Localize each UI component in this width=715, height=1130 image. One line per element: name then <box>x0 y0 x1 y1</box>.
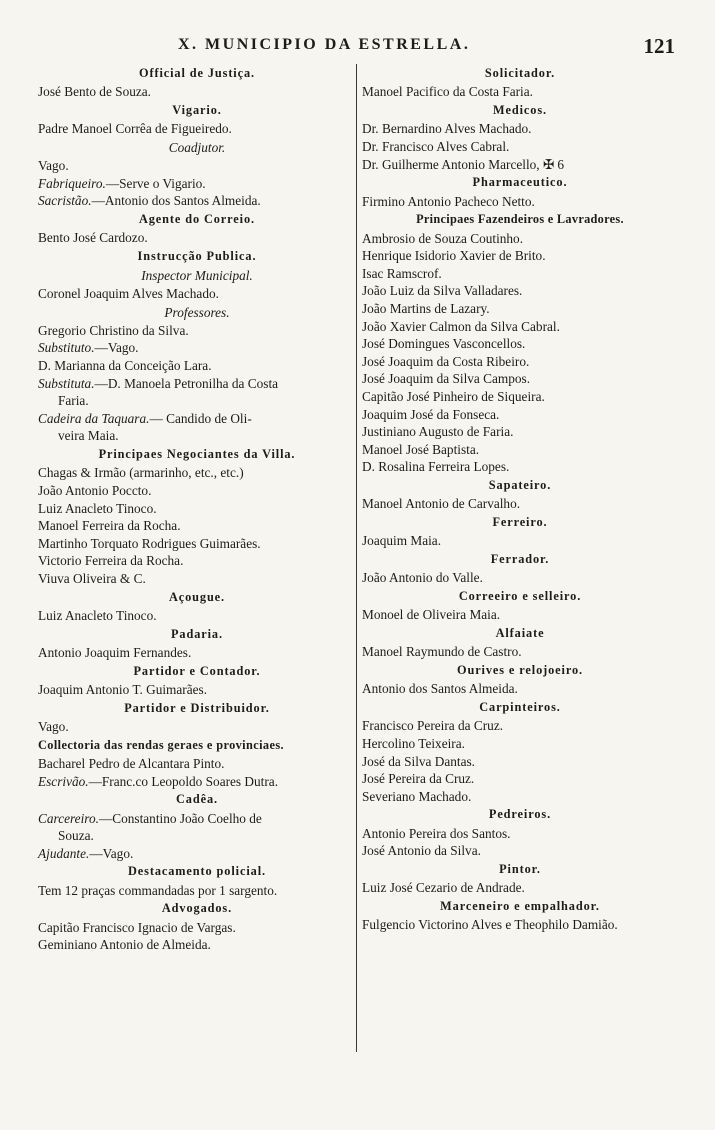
entry-text: —Serve o Vigario. <box>105 175 206 191</box>
entry-label: Ajudante. <box>38 845 90 861</box>
subsection-heading: Professores. <box>164 304 230 320</box>
entry: Hercolino Teixeira. <box>362 735 465 751</box>
entry: Joaquim Antonio T. Guimarães. <box>38 681 208 697</box>
entry-label: Substituto. <box>38 340 95 356</box>
entry <box>38 410 356 428</box>
entry-label: Cadeira da Taquara. <box>38 410 150 426</box>
entry: José da Silva Dantas. <box>362 753 476 769</box>
entry <box>38 845 356 863</box>
subsection-heading: Inspector Municipal. <box>141 268 253 284</box>
entry: Antonio Joaquim Fernandes. <box>38 644 192 660</box>
entry: Manoel Antonio de Carvalho. <box>362 496 521 512</box>
section-heading: Pintor. <box>499 861 541 876</box>
entry: Dr. Francisco Alves Cabral. <box>362 139 510 154</box>
entry: Dr. Guilherme Antonio Marcello, ✠ 6 <box>362 156 565 172</box>
right-column <box>362 64 678 934</box>
entry: Coronel Joaquim Alves Machado. <box>38 286 219 302</box>
entry-label: Carcereiro. <box>38 810 99 826</box>
entry: Gregorio Christino da Silva. <box>38 322 189 338</box>
entry: João Antonio do Valle. <box>362 570 483 586</box>
entry <box>38 773 356 791</box>
section-heading: Destacamento policial. <box>128 864 266 879</box>
entry: D. Marianna da Conceição Lara. <box>38 357 212 373</box>
entry: José Domingues Vasconcellos. <box>362 336 526 352</box>
entry: Joaquim Maia. <box>362 533 442 549</box>
entry: Bento José Cardozo. <box>38 230 148 246</box>
entry <box>38 375 356 393</box>
section-heading: Collectoria das rendas geraes e provinciaes. <box>38 737 284 752</box>
entry: Isac Ramscrof. <box>362 265 442 281</box>
section-heading: Alfaiate <box>495 625 545 640</box>
entry: José Antonio da Silva. <box>362 843 481 859</box>
entry: João Luiz da Silva Valladares. <box>362 283 523 299</box>
entry-text: —Vago. <box>89 845 134 861</box>
entry: José Joaquim da Silva Campos. <box>362 371 531 387</box>
entry: Martinho Torquato Rodrigues Guimarães. <box>38 535 261 551</box>
left-column <box>38 64 356 954</box>
entry: Antonio dos Santos Almeida. <box>362 681 518 697</box>
section-heading: Cadêa. <box>176 792 218 807</box>
entry: D. Rosalina Ferreira Lopes. <box>362 459 510 475</box>
section-heading: Solicitador. <box>484 66 556 80</box>
section-heading: Carpinteiros. <box>479 699 561 714</box>
entry <box>38 339 356 357</box>
entry-text: —Franc.co Leopoldo Soares Dutra. <box>88 773 279 789</box>
entry-text: —Antonio dos Santos Almeida. <box>91 193 261 209</box>
column-divider <box>356 64 357 1052</box>
section-heading: Marceneiro e empalhador. <box>440 898 600 913</box>
entry: Tem 12 praças commandadas por 1 sargento. <box>38 882 278 898</box>
section-heading: Ourives e relojoeiro. <box>456 662 583 677</box>
entry: Vago. <box>38 158 69 173</box>
entry: Ambrosio de Souza Coutinho. <box>362 230 524 246</box>
entry: Antonio Pereira dos Santos. <box>362 825 511 841</box>
entry: José Bento de Souza. <box>38 84 152 100</box>
section-heading: Advogados. <box>161 901 233 916</box>
section-heading: Vigario. <box>172 103 222 117</box>
subsection-heading: Coadjutor. <box>168 140 226 155</box>
entry-label: Escrivão. <box>38 773 89 789</box>
entry: Manoel Raymundo de Castro. <box>362 644 522 660</box>
entry-continuation: veira Maia. <box>58 428 119 444</box>
entry: Firmino Antonio Pacheco Netto. <box>362 193 535 209</box>
entry: Luiz Anacleto Tinoco. <box>38 607 157 623</box>
entry-label: Substituta. <box>38 375 95 391</box>
entry <box>38 175 356 193</box>
entry: João Martins de Lazary. <box>362 300 490 316</box>
entry: José Joaquim da Costa Ribeiro. <box>362 353 530 369</box>
section-heading: Official de Justiça. <box>138 66 256 80</box>
section-heading: Instrucção Publica. <box>137 248 257 263</box>
entry: Viuva Oliveira & C. <box>38 570 146 586</box>
section-heading: Principaes Negociantes da Villa. <box>98 446 296 461</box>
entry: Joaquim José da Fonseca. <box>362 406 500 422</box>
section-heading: Sapateiro. <box>488 477 552 492</box>
entry: Monoel de Oliveira Maia. <box>362 607 501 623</box>
entry: Henrique Isidorio Xavier de Brito. <box>362 248 546 264</box>
entry: Vago. <box>38 718 69 734</box>
entry: João Antonio Poccto. <box>38 482 152 498</box>
entry: Bacharel Pedro de Alcantara Pinto. <box>38 755 225 771</box>
entry: João Xavier Calmon da Silva Cabral. <box>362 318 560 334</box>
running-title: X. MUNICIPIO DA ESTRELLA. <box>178 36 471 53</box>
entry <box>38 192 356 210</box>
entry-text: — Candido de Oli- <box>149 410 252 426</box>
entry-continuation: Faria. <box>58 393 89 409</box>
entry: Manoel José Baptista. <box>362 441 480 457</box>
section-heading: Agente do Correio. <box>138 211 256 226</box>
entry-label: Sacristão. <box>38 193 92 209</box>
entry: Capitão Francisco Ignacio de Vargas. <box>38 919 236 935</box>
section-heading: Ferreiro. <box>492 514 548 529</box>
page-number: 121 <box>643 34 675 58</box>
section-heading: Pedreiros. <box>488 807 552 822</box>
entry-text: —D. Manoela Petronilha da Costa <box>94 375 279 391</box>
entry: José Pereira da Cruz. <box>362 771 475 787</box>
entry: Severiano Machado. <box>362 788 472 804</box>
section-heading: Padaria. <box>171 626 223 641</box>
entry: Manoel Ferreira da Rocha. <box>38 518 181 534</box>
entry-text: —Vago. <box>94 340 139 356</box>
entry: Padre Manoel Corrêa de Figueiredo. <box>38 121 232 137</box>
entry-text: —Constantino João Coelho de <box>98 810 262 826</box>
entry: Luiz José Cezario de Andrade. <box>362 880 525 896</box>
entry: Luiz Anacleto Tinoco. <box>38 500 157 516</box>
entry: Francisco Pereira da Cruz. <box>362 718 504 734</box>
section-heading: Principaes Fazendeiros e Lavradores. <box>416 212 624 227</box>
entry-continuation: Souza. <box>58 828 94 844</box>
entry: Victorio Ferreira da Rocha. <box>38 553 184 569</box>
page-header <box>0 36 715 60</box>
section-heading: Medicos. <box>493 103 547 117</box>
section-heading: Ferrador. <box>490 551 550 566</box>
entry: Manoel Pacifico da Costa Faria. <box>362 84 533 100</box>
entry: Capitão José Pinheiro de Siqueira. <box>362 388 545 404</box>
section-heading: Pharmaceutico. <box>472 175 568 190</box>
section-heading: Correeiro e selleiro. <box>458 588 582 603</box>
entry: Chagas & Irmão (armarinho, etc., etc.) <box>38 465 244 481</box>
entry: Fulgencio Victorino Alves e Theophilo Damião. <box>362 917 618 933</box>
section-heading: Açougue. <box>168 589 226 604</box>
entry: Geminiano Antonio de Almeida. <box>38 937 211 953</box>
section-heading: Partidor e Contador. <box>133 663 261 678</box>
entry-label: Fabriqueiro. <box>38 175 106 191</box>
entry <box>38 810 356 828</box>
entry: Justiniano Augusto de Faria. <box>362 424 514 440</box>
entry: Dr. Bernardino Alves Machado. <box>362 121 532 137</box>
section-heading: Partidor e Distribuidor. <box>124 700 270 715</box>
